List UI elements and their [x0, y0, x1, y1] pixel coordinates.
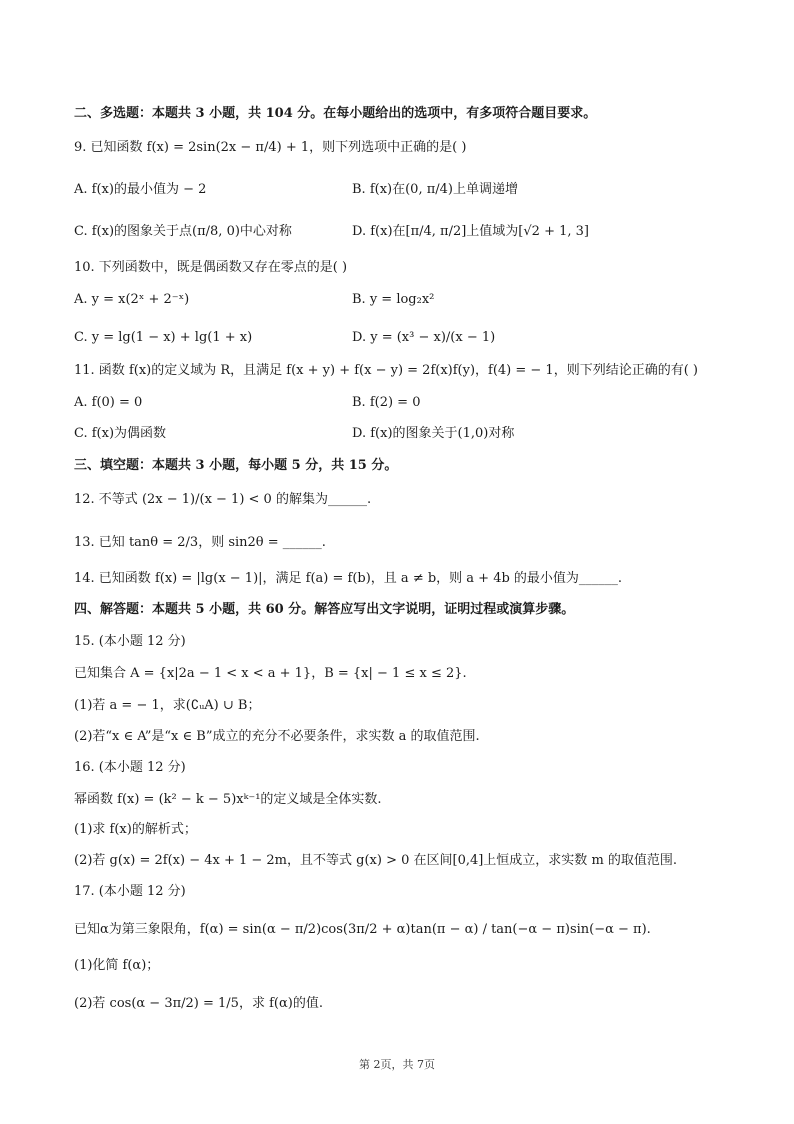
q11-option-b: B. f(2) = 0	[352, 395, 421, 410]
q14: 14. 已知函数 f(x) = |lg(x − 1)|，满足 f(a) = f(b)，且 a ≠ b，则 a + 4b 的最小值为______.	[74, 571, 623, 586]
q11-option-a: A. f(0) = 0	[74, 395, 143, 410]
q15-line3: (2)若“x ∈ A”是“x ∈ B”成立的充分不必要条件，求实数 a 的取值范围.	[74, 729, 480, 744]
q10-stem: 10. 下列函数中，既是偶函数又存在零点的是( )	[74, 260, 348, 275]
q15-head: 15. (本小题 12 分)	[74, 634, 186, 649]
q13: 13. 已知 tanθ = 2/3，则 sin2θ = ______.	[74, 535, 326, 550]
q9-option-b: B. f(x)在(0, π/4)上单调递增	[352, 182, 518, 197]
q9-stem: 9. 已知函数 f(x) = 2sin(2x − π/4) + 1，则下列选项中正确的是( )	[74, 140, 467, 155]
q15-line2: (1)若 a = − 1，求(∁ᵤA) ∪ B；	[74, 698, 261, 713]
q17-head: 17. (本小题 12 分)	[74, 884, 186, 899]
q15-line1: 已知集合 A = {x|2a − 1 < x < a + 1}，B = {x| − 1 ≤ x ≤ 2}.	[74, 666, 467, 681]
q16-line2: (1)求 f(x)的解析式；	[74, 822, 197, 837]
q16-line3: (2)若 g(x) = 2f(x) − 4x + 1 − 2m，且不等式 g(x) > 0 在区间[0,4]上恒成立，求实数 m 的取值范围.	[74, 853, 678, 868]
q12: 12. 不等式 (2x − 1)/(x − 1) < 0 的解集为______.	[74, 492, 372, 507]
q16-line1: 幂函数 f(x) = (k² − k − 5)xᵏ⁻¹的定义域是全体实数.	[74, 792, 382, 807]
q9-option-a: A. f(x)的最小值为 − 2	[74, 182, 207, 197]
page-footer: 第 2页，共 7页	[359, 1058, 435, 1071]
section-multi-choice: 二、多选题：本题共 3 小题，共 104 分。在每小题给出的选项中，有多项符合题目要求。	[74, 106, 597, 121]
q10-option-d: D. y = (x³ − x)/(x − 1)	[352, 330, 496, 345]
q11-option-d: D. f(x)的图象关于(1,0)对称	[352, 426, 515, 441]
q9-option-c: C. f(x)的图象关于点(π/8, 0)中心对称	[74, 224, 292, 239]
q17-line2: (1)化简 f(α)；	[74, 958, 160, 973]
q11-option-c: C. f(x)为偶函数	[74, 426, 167, 441]
q16-head: 16. (本小题 12 分)	[74, 760, 186, 775]
q9-option-d: D. f(x)在[π/4, π/2]上值域为[√2 + 1, 3]	[352, 224, 589, 239]
section-answer: 四、解答题：本题共 5 小题，共 60 分。解答应写出文字说明，证明过程或演算步骤。	[74, 602, 575, 617]
q10-option-b: B. y = log₂x²	[352, 292, 435, 307]
q17-line3: (2)若 cos(α − 3π/2) = 1/5，求 f(α)的值.	[74, 996, 323, 1011]
q17-line1: 已知α为第三象限角，f(α) = sin(α − π/2)cos(3π/2 + α)tan(π − α) / tan(−α − π)sin(−α − π).	[74, 922, 651, 937]
q10-option-c: C. y = lg(1 − x) + lg(1 + x)	[74, 330, 253, 345]
q10-option-a: A. y = x(2ˣ + 2⁻ˣ)	[74, 292, 190, 307]
q11-stem: 11. 函数 f(x)的定义域为 R，且满足 f(x + y) + f(x − y) = 2f(x)f(y)，f(4) = − 1，则下列结论正确的有( )	[74, 363, 698, 378]
section-fill-blank: 三、填空题：本题共 3 小题，每小题 5 分，共 15 分。	[74, 458, 398, 473]
